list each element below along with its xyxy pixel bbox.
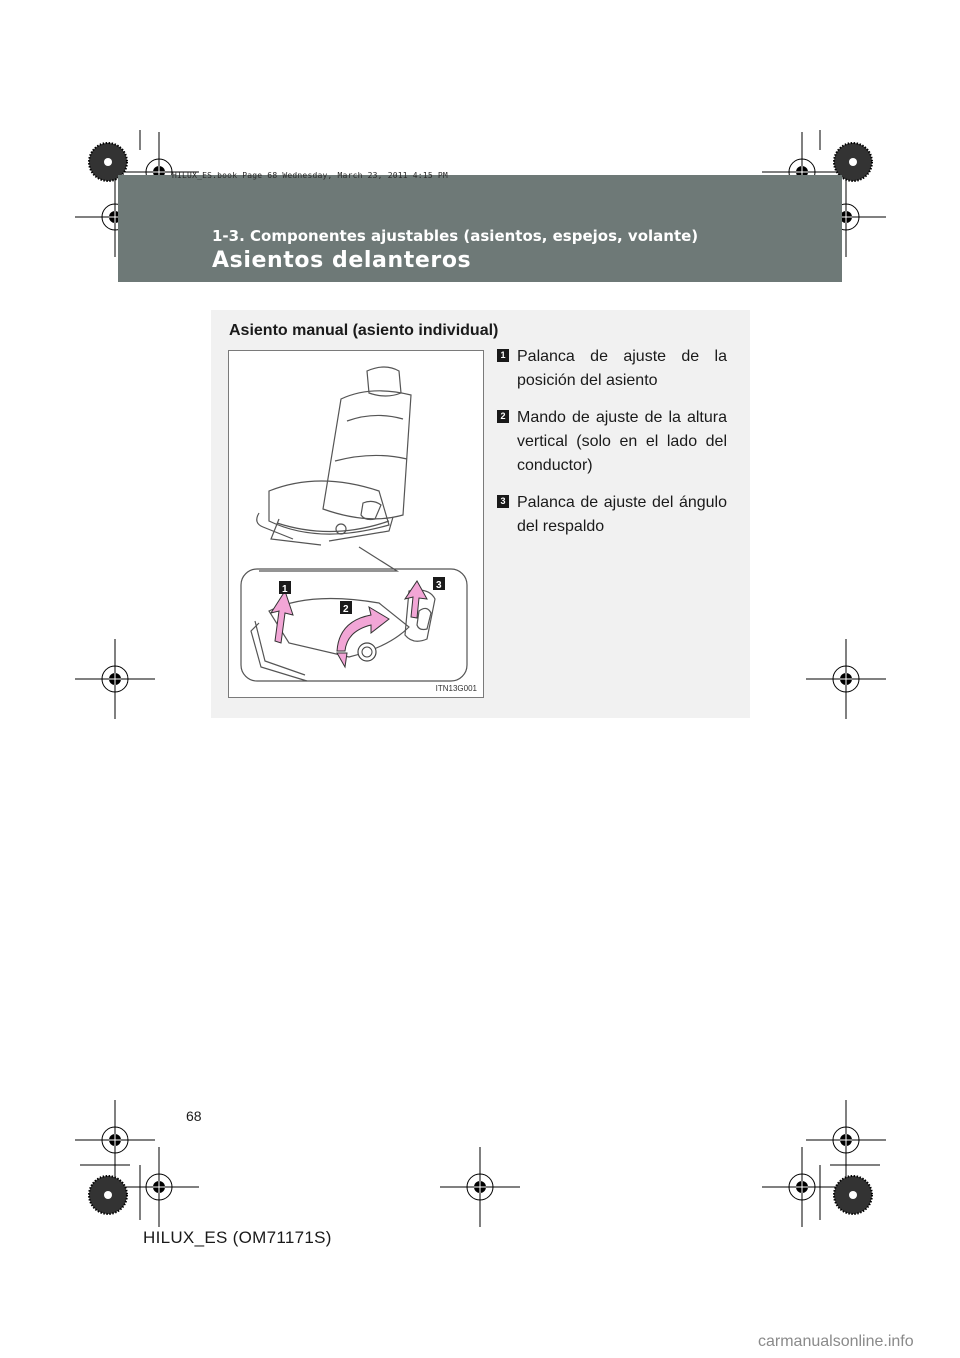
- document-code: HILUX_ES (OM71171S): [143, 1228, 332, 1247]
- item-text: Palanca de ajuste del ángulo del respaldo: [517, 494, 727, 535]
- item-text: Palanca de ajuste de la posición del asiento: [517, 348, 727, 389]
- seat-illustration: [228, 350, 484, 698]
- watermark: carmanualsonline.info: [758, 1333, 914, 1350]
- list-item: [497, 406, 727, 478]
- book-stamp: HILUX_ES.book Page 68 Wednesday, March 23, 2011 4:15 PM: [172, 171, 448, 180]
- page-number: 68: [186, 1108, 202, 1124]
- list-item: [497, 345, 727, 393]
- box-heading: Asiento manual (asiento individual): [229, 322, 499, 339]
- callout-2: 2: [343, 604, 349, 615]
- item-text: Mando de ajuste de la altura vertical (solo en el lado del conductor): [517, 409, 727, 474]
- adjustment-list: [497, 345, 727, 552]
- item-number-badge: 3: [497, 495, 509, 508]
- seat-drawing: [229, 351, 483, 697]
- item-number-badge: 1: [497, 349, 509, 362]
- list-item: [497, 491, 727, 539]
- callout-3: 3: [436, 580, 442, 591]
- page-title: Asientos delanteros: [212, 248, 472, 273]
- callout-1: 1: [282, 584, 288, 595]
- section-label: 1-3. Componentes ajustables (asientos, espejos, volante): [212, 227, 699, 245]
- item-number-badge: 2: [497, 410, 509, 423]
- figure-code: ITN13G001: [435, 684, 477, 693]
